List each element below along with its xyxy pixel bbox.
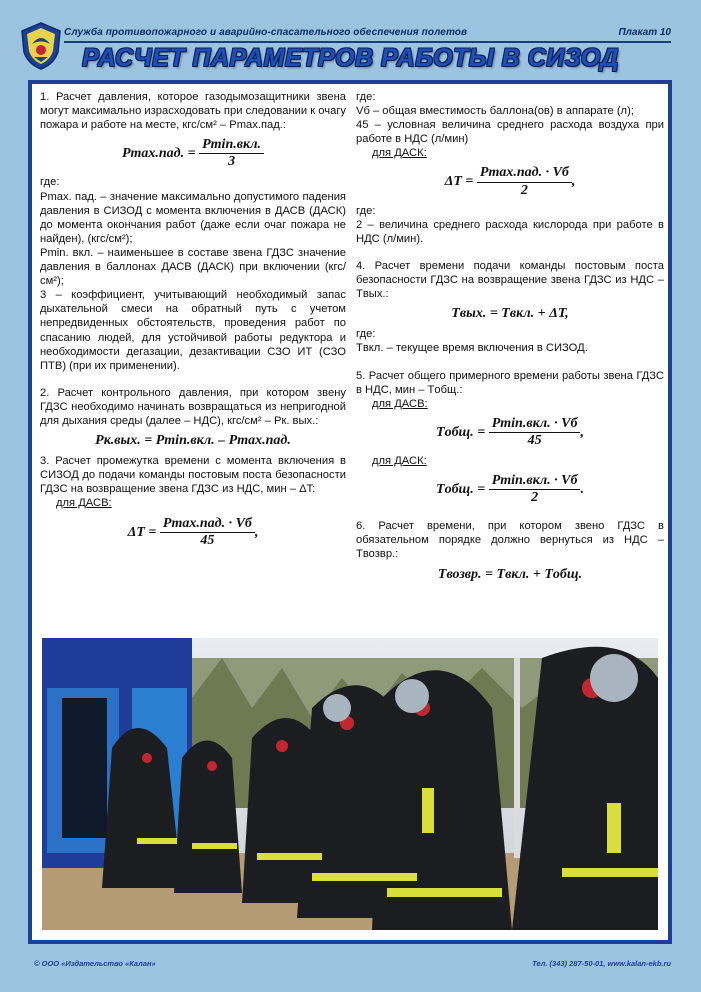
definition-45: 45 – условная величина среднего расхода воздуха при работе в НДС (л/мин) [356, 119, 664, 146]
where-label: где: [356, 204, 376, 217]
where-label: где: [40, 176, 60, 189]
fraction-numerator: Pmax.пад. · Vб [477, 166, 572, 182]
firefighters-illustration [42, 638, 658, 930]
formula-lhs: Pmax.пад. = [121, 146, 196, 162]
header-rule [64, 41, 671, 43]
formula-delta-t-dasv [40, 517, 346, 548]
step-3-text: 3. Расчет промежутка времени с момента включения в СИЗОД до подачи команды постовым поста безопасности ГДЗС на возвращение звена ГДЗС из НДС, мин – ΔT: [40, 455, 346, 496]
definition-2: 2 – величина среднего расхода кислорода при работе в НДС (л/мин). [356, 218, 664, 245]
formula-tail: . [580, 481, 584, 497]
formula-t-obsh-dasv [356, 417, 664, 448]
page-title: РАСЧЕТ ПАРАМЕТРОВ РАБОТЫ В СИЗОД [82, 44, 619, 72]
formula-lhs: ΔT = [127, 524, 157, 540]
formula-t-vyh: Tвых. = Tвкл. + ΔT, [451, 306, 569, 322]
step-5-text: 5. Расчет общего примерного времени работы звена ГДЗС в НДС, мин – Tобщ.: [356, 369, 664, 396]
header-bar [0, 0, 701, 46]
right-column [356, 90, 664, 588]
step-1-text: 1. Расчет давления, которое газодымозащитники звена могут максимально израсходовать при следовании к очагу пожара и работе на месте, кгс/см² – Pmax.пад.: [40, 91, 346, 132]
definition-t-vkl: Tвкл. – текущее время включения в СИЗОД. [356, 342, 588, 355]
fraction-numerator: Pmax.пад. · Vб [160, 517, 255, 533]
formula-lhs: Tобщ. = [436, 424, 486, 440]
definition-vb: Vб – общая вместимость баллона(ов) в аппарате (л); [356, 105, 634, 118]
formula-delta-t-dask [356, 166, 664, 197]
step-2-text: 2. Расчет контрольного давления, при котором звену ГДЗС необходимо начинать возвращаться из непригодной для дыхания среды (далее – НДС), кгс/см² – Pк. вых.: [40, 386, 346, 427]
fraction [199, 138, 264, 169]
fraction [489, 417, 581, 448]
contact-info: Тел. (343) 287-50-01, www.kalan-ekb.ru [532, 959, 671, 968]
fraction-numerator: Pmin.вкл. · Vб [489, 474, 581, 490]
definition-pmin: Pmin. вкл. – наименьшее в составе звена ГДЗС значение давления в баллонах ДАСВ (ДАСК) при включении (кгс/см²); [40, 246, 346, 288]
where-label: где: [356, 91, 376, 103]
formula-tail: , [254, 524, 259, 540]
fraction-denominator: 2 [520, 182, 528, 198]
poster-number: Плакат 10 [618, 27, 671, 38]
dasv-label: для ДАСВ: [56, 497, 112, 510]
service-name: Служба противопожарного и аварийно-спасательного обеспечения полетов [64, 27, 468, 38]
formula-t-vozvr: Tвозвр. = Tвкл. + Tобщ. [437, 566, 583, 582]
step-6-text: 6. Расчет времени, при котором звено ГДЗС в обязательном порядке должно вернуться из НДС – Tвозвр.: [356, 520, 664, 561]
dasv-label: для ДАСВ: [372, 397, 428, 410]
copyright: © ООО «Издательство «Калан» [34, 959, 156, 968]
definition-pmax: Pmax. пад. – значение максимально допустимого падения давления в СИЗОД с момента включения в ДАСВ (ДАСК) до момента окончания работ (даже если очаг пожара не найден), (кгс/см²); [40, 190, 346, 245]
fraction-numerator: Pmin.вкл. [199, 138, 264, 154]
firefighters-photo [42, 638, 658, 930]
dask-label: для ДАСК: [372, 454, 427, 467]
fraction [489, 474, 581, 505]
formula-lhs: ΔT = [444, 174, 474, 190]
formula-tail: , [580, 424, 584, 440]
fraction-denominator: 45 [200, 532, 215, 548]
step-4-text: 4. Расчет времени подачи команды постовым поста безопасности ГДЗС на возвращение звена ГДЗС из НДС – Tвых.: [356, 259, 664, 301]
fraction-numerator: Pmin.вкл. · Vб [489, 417, 581, 433]
fraction [160, 517, 255, 548]
formula-lhs: Tобщ. = [436, 481, 486, 497]
content-panel [28, 80, 672, 944]
formula-tail: , [571, 174, 576, 190]
definition-coefficient: 3 – коэффициент, учитывающий необходимый запас дыхательной смеси на обратный путь с учетом непредвиденных обстоятельств, проведения работ по спасанию людей, для устойчивой работы редуктора и необходимости дегазации, дезактивации СЗО ИТ (СЗО ПТВ) (при их применении). [40, 289, 346, 372]
fraction-denominator: 3 [228, 154, 236, 170]
formula-pk: Pк.вых. = Pmin.вкл. – Pmax.пад. [95, 433, 291, 449]
formula-t-obsh-dask [356, 474, 664, 505]
fraction-denominator: 2 [531, 490, 539, 506]
fraction [477, 166, 572, 197]
left-column [40, 90, 346, 554]
fraction-denominator: 45 [527, 432, 542, 448]
where-label: где: [356, 328, 376, 341]
dask-label: для ДАСК: [372, 147, 427, 160]
formula-pmax [40, 138, 346, 169]
